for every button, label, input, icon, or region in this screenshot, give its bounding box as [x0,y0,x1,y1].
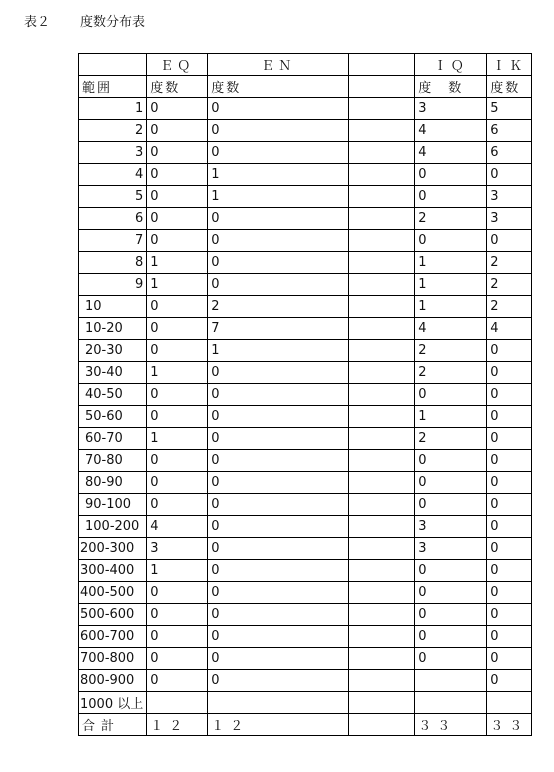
cell-en: 0 [208,384,349,406]
row-range-cell: 200-300 [79,538,147,560]
cell-en: 0 [208,626,349,648]
cell-ik: 3 [487,208,532,230]
cell-eq: 4 [147,516,208,538]
cell-ik: 0 [487,494,532,516]
row-range-cell: 50-60 [79,406,147,428]
cell-iq: 0 [415,560,487,582]
cell-eq: 1 [147,274,208,296]
cell-ik: 4 [487,318,532,340]
cell-eq: 1 [147,560,208,582]
table-row [79,384,532,406]
row-range-cell: 70-80 [79,450,147,472]
table-row [79,208,532,230]
total-eq: １２ [147,714,208,736]
cell-ik: 0 [487,670,532,692]
cell-ik: 6 [487,120,532,142]
cell-ik: 6 [487,142,532,164]
cell-eq: 0 [147,384,208,406]
table-row [79,406,532,428]
cell-en: 0 [208,604,349,626]
cell-iq: 0 [415,164,487,186]
subheader-iq: 度 数 [415,76,487,98]
cell-iq: 2 [415,362,487,384]
cell-ik: 0 [487,450,532,472]
row-range-cell: 1 [79,98,147,120]
row-range-cell: 600-700 [79,626,147,648]
cell-en: 1 [208,340,349,362]
row-range-cell: 40-50 [79,384,147,406]
cell-eq: 0 [147,142,208,164]
cell-blank [349,626,415,648]
cell-eq: 0 [147,604,208,626]
cell-iq: 0 [415,582,487,604]
row-range-cell: 6 [79,208,147,230]
cell-en: 7 [208,318,349,340]
cell-iq: 0 [415,450,487,472]
row-range-cell: 10-20 [79,318,147,340]
table-row [79,296,532,318]
cell-en: 0 [208,560,349,582]
cell-eq: 1 [147,428,208,450]
column-header-ik: ＩＫ [487,54,532,76]
table-row [79,648,532,670]
row-range-cell: 7 [79,230,147,252]
cell-iq: 2 [415,340,487,362]
cell-iq: 0 [415,604,487,626]
table-row [79,120,532,142]
cell-ik: 2 [487,296,532,318]
cell-blank [349,428,415,450]
cell-iq [415,670,487,692]
table-row [79,582,532,604]
cell-blank [349,494,415,516]
cell-ik: 0 [487,230,532,252]
frequency-table [78,53,532,736]
total-en: １２ [208,714,349,736]
cell-iq: 4 [415,142,487,164]
row-range-cell: 80-90 [79,472,147,494]
table-row [79,186,532,208]
subheader-ik: 度数 [487,76,532,98]
cell-ik: 0 [487,362,532,384]
cell-ik: 0 [487,384,532,406]
cell-eq: 0 [147,670,208,692]
cell-en: 0 [208,362,349,384]
cell-blank [349,318,415,340]
row-range-cell: 20-30 [79,340,147,362]
cell-eq: 0 [147,582,208,604]
cell-blank [349,472,415,494]
row-range-cell: 4 [79,164,147,186]
cell-eq: 0 [147,120,208,142]
row-range-cell: 500-600 [79,604,147,626]
cell-blank [349,406,415,428]
table-row [79,230,532,252]
cell-en [208,692,349,714]
cell-ik: 2 [487,274,532,296]
table-caption [24,11,145,30]
cell-iq: 2 [415,208,487,230]
cell-ik: 3 [487,186,532,208]
cell-en: 0 [208,406,349,428]
cell-en: 1 [208,186,349,208]
total-label: 合計 [79,714,147,736]
cell-eq: 0 [147,406,208,428]
cell-en: 0 [208,670,349,692]
cell-eq: 0 [147,230,208,252]
cell-iq: 2 [415,428,487,450]
cell-eq: 0 [147,296,208,318]
cell-eq: 3 [147,538,208,560]
cell-eq [147,692,208,714]
cell-iq: 0 [415,384,487,406]
row-range-cell: 30-40 [79,362,147,384]
table-row [79,604,532,626]
cell-ik: 0 [487,648,532,670]
column-header-blank [349,54,415,76]
cell-eq: 0 [147,626,208,648]
table-row [79,450,532,472]
table-row [79,494,532,516]
cell-en: 0 [208,142,349,164]
row-range-cell: 1000 以上 [79,692,147,714]
row-range-cell: 3 [79,142,147,164]
cell-blank [349,98,415,120]
cell-eq: 0 [147,208,208,230]
cell-ik: 0 [487,582,532,604]
table-row [79,670,532,692]
table-row [79,560,532,582]
cell-ik: 0 [487,538,532,560]
cell-ik: 0 [487,406,532,428]
cell-en: 0 [208,472,349,494]
caption-title: 度数分布表 [80,15,146,30]
cell-en: 2 [208,296,349,318]
cell-eq: 1 [147,252,208,274]
cell-en: 0 [208,274,349,296]
cell-eq: 1 [147,362,208,384]
cell-blank [349,538,415,560]
cell-en: 0 [208,538,349,560]
cell-blank [349,186,415,208]
cell-en: 1 [208,164,349,186]
cell-en: 0 [208,450,349,472]
cell-en: 0 [208,582,349,604]
cell-iq: 0 [415,230,487,252]
row-range-cell: 800-900 [79,670,147,692]
cell-eq: 0 [147,472,208,494]
cell-ik: 0 [487,560,532,582]
cell-ik: 2 [487,252,532,274]
cell-en: 0 [208,516,349,538]
table-row [79,98,532,120]
table-row [79,274,532,296]
cell-en: 0 [208,494,349,516]
table-row [79,142,532,164]
total-ik: ３３ [487,714,532,736]
cell-eq: 0 [147,318,208,340]
column-header-eq: ＥＱ [147,54,208,76]
cell-blank [349,164,415,186]
cell-en: 0 [208,120,349,142]
cell-iq: 4 [415,318,487,340]
cell-iq: 1 [415,296,487,318]
cell-ik: 0 [487,626,532,648]
cell-blank [349,692,415,714]
table-row [79,472,532,494]
table-row [79,538,532,560]
column-header-en: ＥＮ [208,54,349,76]
table-row [79,516,532,538]
row-range-cell: 9 [79,274,147,296]
header-corner-cell [79,54,147,76]
row-range-cell: 5 [79,186,147,208]
total-iq: ３３ [415,714,487,736]
row-range-cell: 700-800 [79,648,147,670]
table-row [79,318,532,340]
cell-en: 0 [208,208,349,230]
cell-eq: 0 [147,648,208,670]
cell-eq: 0 [147,340,208,362]
table-row [79,362,532,384]
cell-iq: 1 [415,252,487,274]
cell-iq: 3 [415,538,487,560]
cell-eq: 0 [147,494,208,516]
table-row [79,252,532,274]
subheader-blank [349,76,415,98]
row-range-cell: 60-70 [79,428,147,450]
cell-blank [349,516,415,538]
row-range-cell: 300-400 [79,560,147,582]
column-header-row [79,54,532,76]
cell-en: 0 [208,98,349,120]
cell-blank [349,384,415,406]
cell-blank [349,362,415,384]
cell-en: 0 [208,428,349,450]
row-range-cell: 90-100 [79,494,147,516]
subheader-eq: 度数 [147,76,208,98]
cell-ik: 0 [487,604,532,626]
cell-blank [349,296,415,318]
row-range-cell: 10 [79,296,147,318]
cell-iq: 0 [415,494,487,516]
cell-ik: 0 [487,472,532,494]
cell-blank [349,142,415,164]
cell-blank [349,274,415,296]
cell-ik: 5 [487,98,532,120]
table-row [79,626,532,648]
cell-blank [349,230,415,252]
table-row [79,340,532,362]
table-row [79,692,532,714]
cell-iq: 1 [415,274,487,296]
cell-blank [349,648,415,670]
cell-en: 0 [208,648,349,670]
cell-iq: 3 [415,516,487,538]
cell-iq: 0 [415,648,487,670]
cell-blank [349,340,415,362]
cell-eq: 0 [147,98,208,120]
cell-iq [415,692,487,714]
total-row [79,714,532,736]
cell-iq: 0 [415,626,487,648]
cell-blank [349,450,415,472]
row-range-cell: 400-500 [79,582,147,604]
cell-en: 0 [208,252,349,274]
row-range-cell: 100-200 [79,516,147,538]
cell-blank [349,560,415,582]
range-label: 範囲 [79,76,147,98]
cell-blank [349,582,415,604]
cell-eq: 0 [147,186,208,208]
row-range-cell: 8 [79,252,147,274]
cell-ik [487,692,532,714]
cell-iq: 3 [415,98,487,120]
subheader-en: 度数 [208,76,349,98]
cell-eq: 0 [147,164,208,186]
subheader-row [79,76,532,98]
cell-blank [349,252,415,274]
table-row [79,428,532,450]
column-header-iq: ＩＱ [415,54,487,76]
cell-iq: 0 [415,186,487,208]
table-row [79,164,532,186]
cell-ik: 0 [487,340,532,362]
cell-blank [349,120,415,142]
cell-eq: 0 [147,450,208,472]
cell-ik: 0 [487,164,532,186]
total-blank [349,714,415,736]
cell-iq: 0 [415,472,487,494]
caption-number: 表２ [24,15,51,30]
cell-blank [349,208,415,230]
row-range-cell: 2 [79,120,147,142]
cell-blank [349,604,415,626]
cell-ik: 0 [487,428,532,450]
cell-iq: 4 [415,120,487,142]
cell-en: 0 [208,230,349,252]
cell-iq: 1 [415,406,487,428]
cell-blank [349,670,415,692]
cell-ik: 0 [487,516,532,538]
